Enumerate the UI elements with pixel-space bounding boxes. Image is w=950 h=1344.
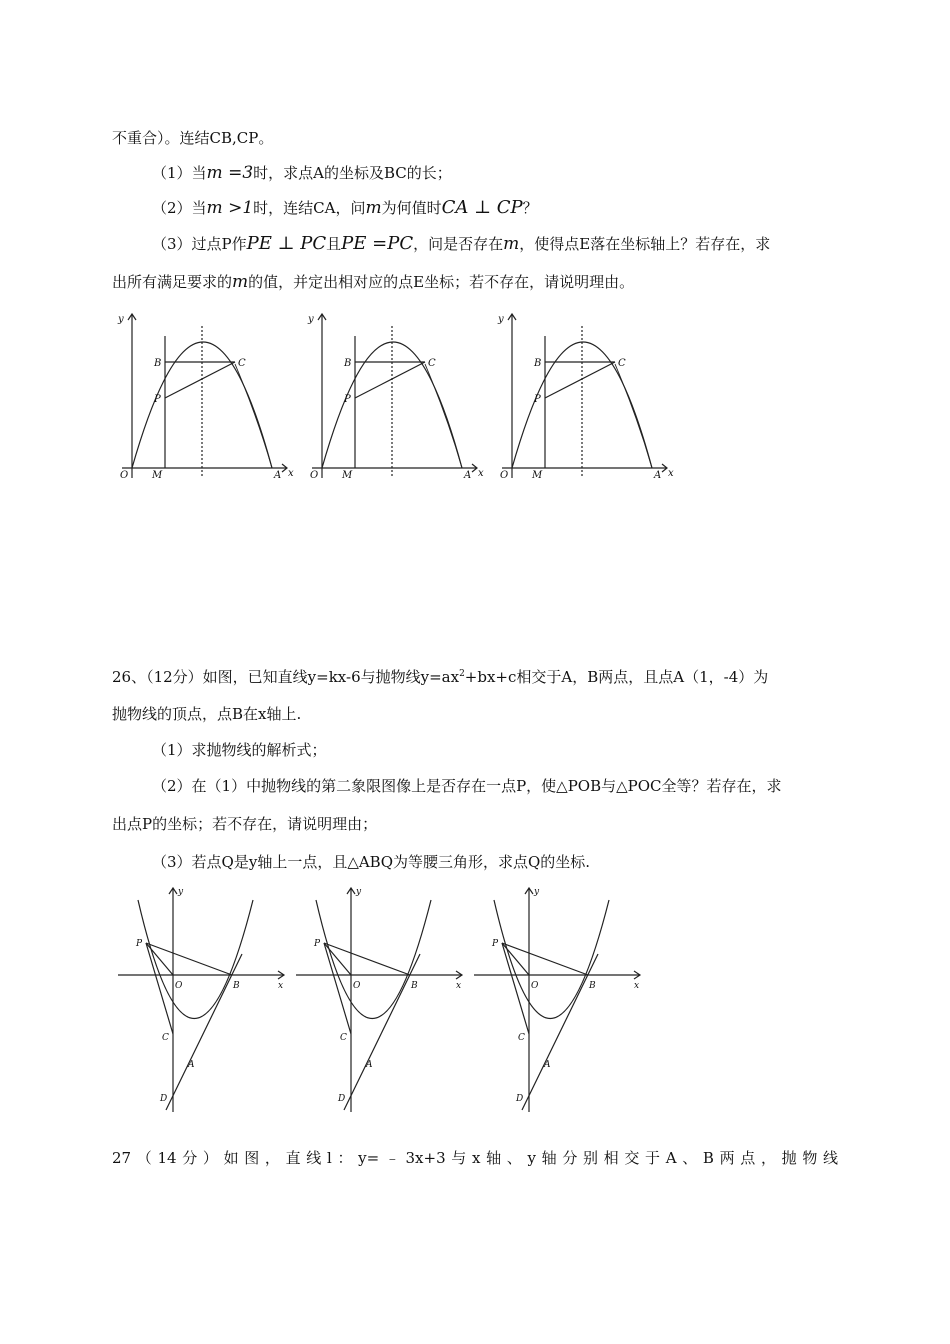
q25-figure-graph	[122, 314, 287, 478]
label-c: C	[618, 358, 626, 369]
parabola	[316, 900, 431, 1019]
label-m: M	[152, 470, 163, 481]
q25-part-2: （2）当m >1时，连结CA，问m为何值时CA ⊥ CP？	[152, 197, 538, 218]
q25-part-3: （3）过点P作PE ⊥ PC且PE =PC，问是否存在m，使得点E落在坐标轴上？若存在，求	[152, 233, 771, 254]
label-c: C	[162, 1033, 169, 1043]
label-a: A	[366, 1060, 373, 1070]
q26-stem-line-1: 26、（12分）如图，已知直线y=kx-6与抛物线$y=ax^2+bx+c$相交于A，B两点，且点A（1，-4）为	[112, 668, 769, 686]
label-b: B	[411, 981, 418, 991]
segment-pc	[324, 943, 351, 1034]
label-y: y	[534, 887, 540, 897]
q25-figure-2	[302, 306, 502, 486]
label-p: P	[344, 394, 351, 405]
label-b: B	[344, 358, 352, 369]
label-o: O	[353, 981, 361, 991]
label-y: y	[308, 314, 314, 325]
q25-figure-1	[112, 306, 312, 486]
math-expression: PE ⊥ PC	[246, 233, 327, 254]
q26-figure-graph	[296, 888, 462, 1112]
label-x: x	[456, 981, 462, 991]
label-c: C	[340, 1033, 347, 1043]
q26-part-2-continued: 出点P的坐标；若不存在，请说明理由；	[112, 815, 378, 833]
label-a: A	[654, 470, 662, 481]
label-b: B	[233, 981, 240, 991]
label-b: B	[589, 981, 596, 991]
q25-part-3-continued: 出所有满足要求的m的值，并定出相对应的点E坐标；若不存在，请说明理由。	[112, 272, 635, 292]
label-x: x	[478, 468, 484, 479]
q26-figure-2	[296, 882, 476, 1122]
label-c: C	[428, 358, 436, 369]
line-ab	[344, 954, 420, 1110]
label-d: D	[160, 1094, 168, 1104]
q26-stem-line-2: 抛物线的顶点，点B在x轴上.	[112, 705, 302, 723]
label-y: y	[178, 887, 184, 897]
label-m: M	[342, 470, 353, 481]
label-p: P	[534, 394, 541, 405]
label-a: A	[544, 1060, 551, 1070]
label-x: x	[634, 981, 640, 991]
math-expression: m =3	[206, 163, 254, 183]
segment-pc	[146, 943, 173, 1034]
label-y: y	[498, 314, 504, 325]
q25-figure-graph	[312, 314, 477, 478]
segment-pc	[355, 362, 425, 398]
q26-part-2: （2）在（1）中抛物线的第二象限图像上是否存在一点P，使△POB与△POC全等？若存在，求	[152, 777, 782, 795]
q25-continued-line: 不重合）。连结CB,CP。	[112, 129, 274, 147]
label-c: C	[518, 1033, 525, 1043]
parabola	[494, 900, 609, 1019]
q26-figure-1	[118, 882, 298, 1122]
q26-figure-graph	[474, 888, 640, 1112]
label-x: x	[668, 468, 674, 479]
label-a: A	[464, 470, 472, 481]
segment-pc	[545, 362, 615, 398]
line-ab	[522, 954, 598, 1110]
label-o: O	[500, 470, 509, 481]
label-p: P	[136, 939, 143, 949]
math-variable: m	[365, 198, 382, 218]
label-y: y	[356, 887, 362, 897]
label-m: M	[532, 470, 543, 481]
math-variable: m	[232, 272, 249, 292]
line-ab	[166, 954, 242, 1110]
math-variable: m	[503, 234, 520, 254]
math-expression: m >1	[206, 198, 254, 218]
superscript: 2	[459, 669, 465, 679]
label-o: O	[175, 981, 183, 991]
segment-pc	[502, 943, 529, 1034]
segment-pc	[165, 362, 235, 398]
parabola	[138, 900, 253, 1019]
q25-figure-3	[492, 306, 692, 486]
label-x: x	[288, 468, 294, 479]
label-d: D	[516, 1094, 524, 1104]
q26-figure-graph	[118, 888, 284, 1112]
label-o: O	[120, 470, 129, 481]
q26-figure-3	[474, 882, 654, 1122]
q25-part-1: （1）当m =3时，求点A的坐标及BC的长；	[152, 163, 452, 183]
label-a: A	[188, 1060, 195, 1070]
math-expression: CA ⊥ CP	[441, 197, 523, 218]
q27-stem-line-1: 27（14分）如图，直线l：y=﹣3x+3与x轴、y轴分别相交于A、B两点，抛物线	[112, 1149, 838, 1167]
q25-figure-graph	[502, 314, 667, 478]
q26-part-1: （1）求抛物线的解析式；	[152, 741, 327, 759]
label-p: P	[492, 939, 499, 949]
label-c: C	[238, 358, 246, 369]
label-x: x	[278, 981, 284, 991]
label-p: P	[154, 394, 161, 405]
label-o: O	[310, 470, 319, 481]
q26-part-3: （3）若点Q是y轴上一点，且△ABQ为等腰三角形，求点Q的坐标.	[152, 853, 591, 871]
label-o: O	[531, 981, 539, 991]
math-expression: PE =PC	[341, 233, 414, 254]
label-d: D	[338, 1094, 346, 1104]
label-b: B	[154, 358, 162, 369]
label-y: y	[118, 314, 124, 325]
label-a: A	[274, 470, 282, 481]
label-b: B	[534, 358, 542, 369]
label-p: P	[314, 939, 321, 949]
